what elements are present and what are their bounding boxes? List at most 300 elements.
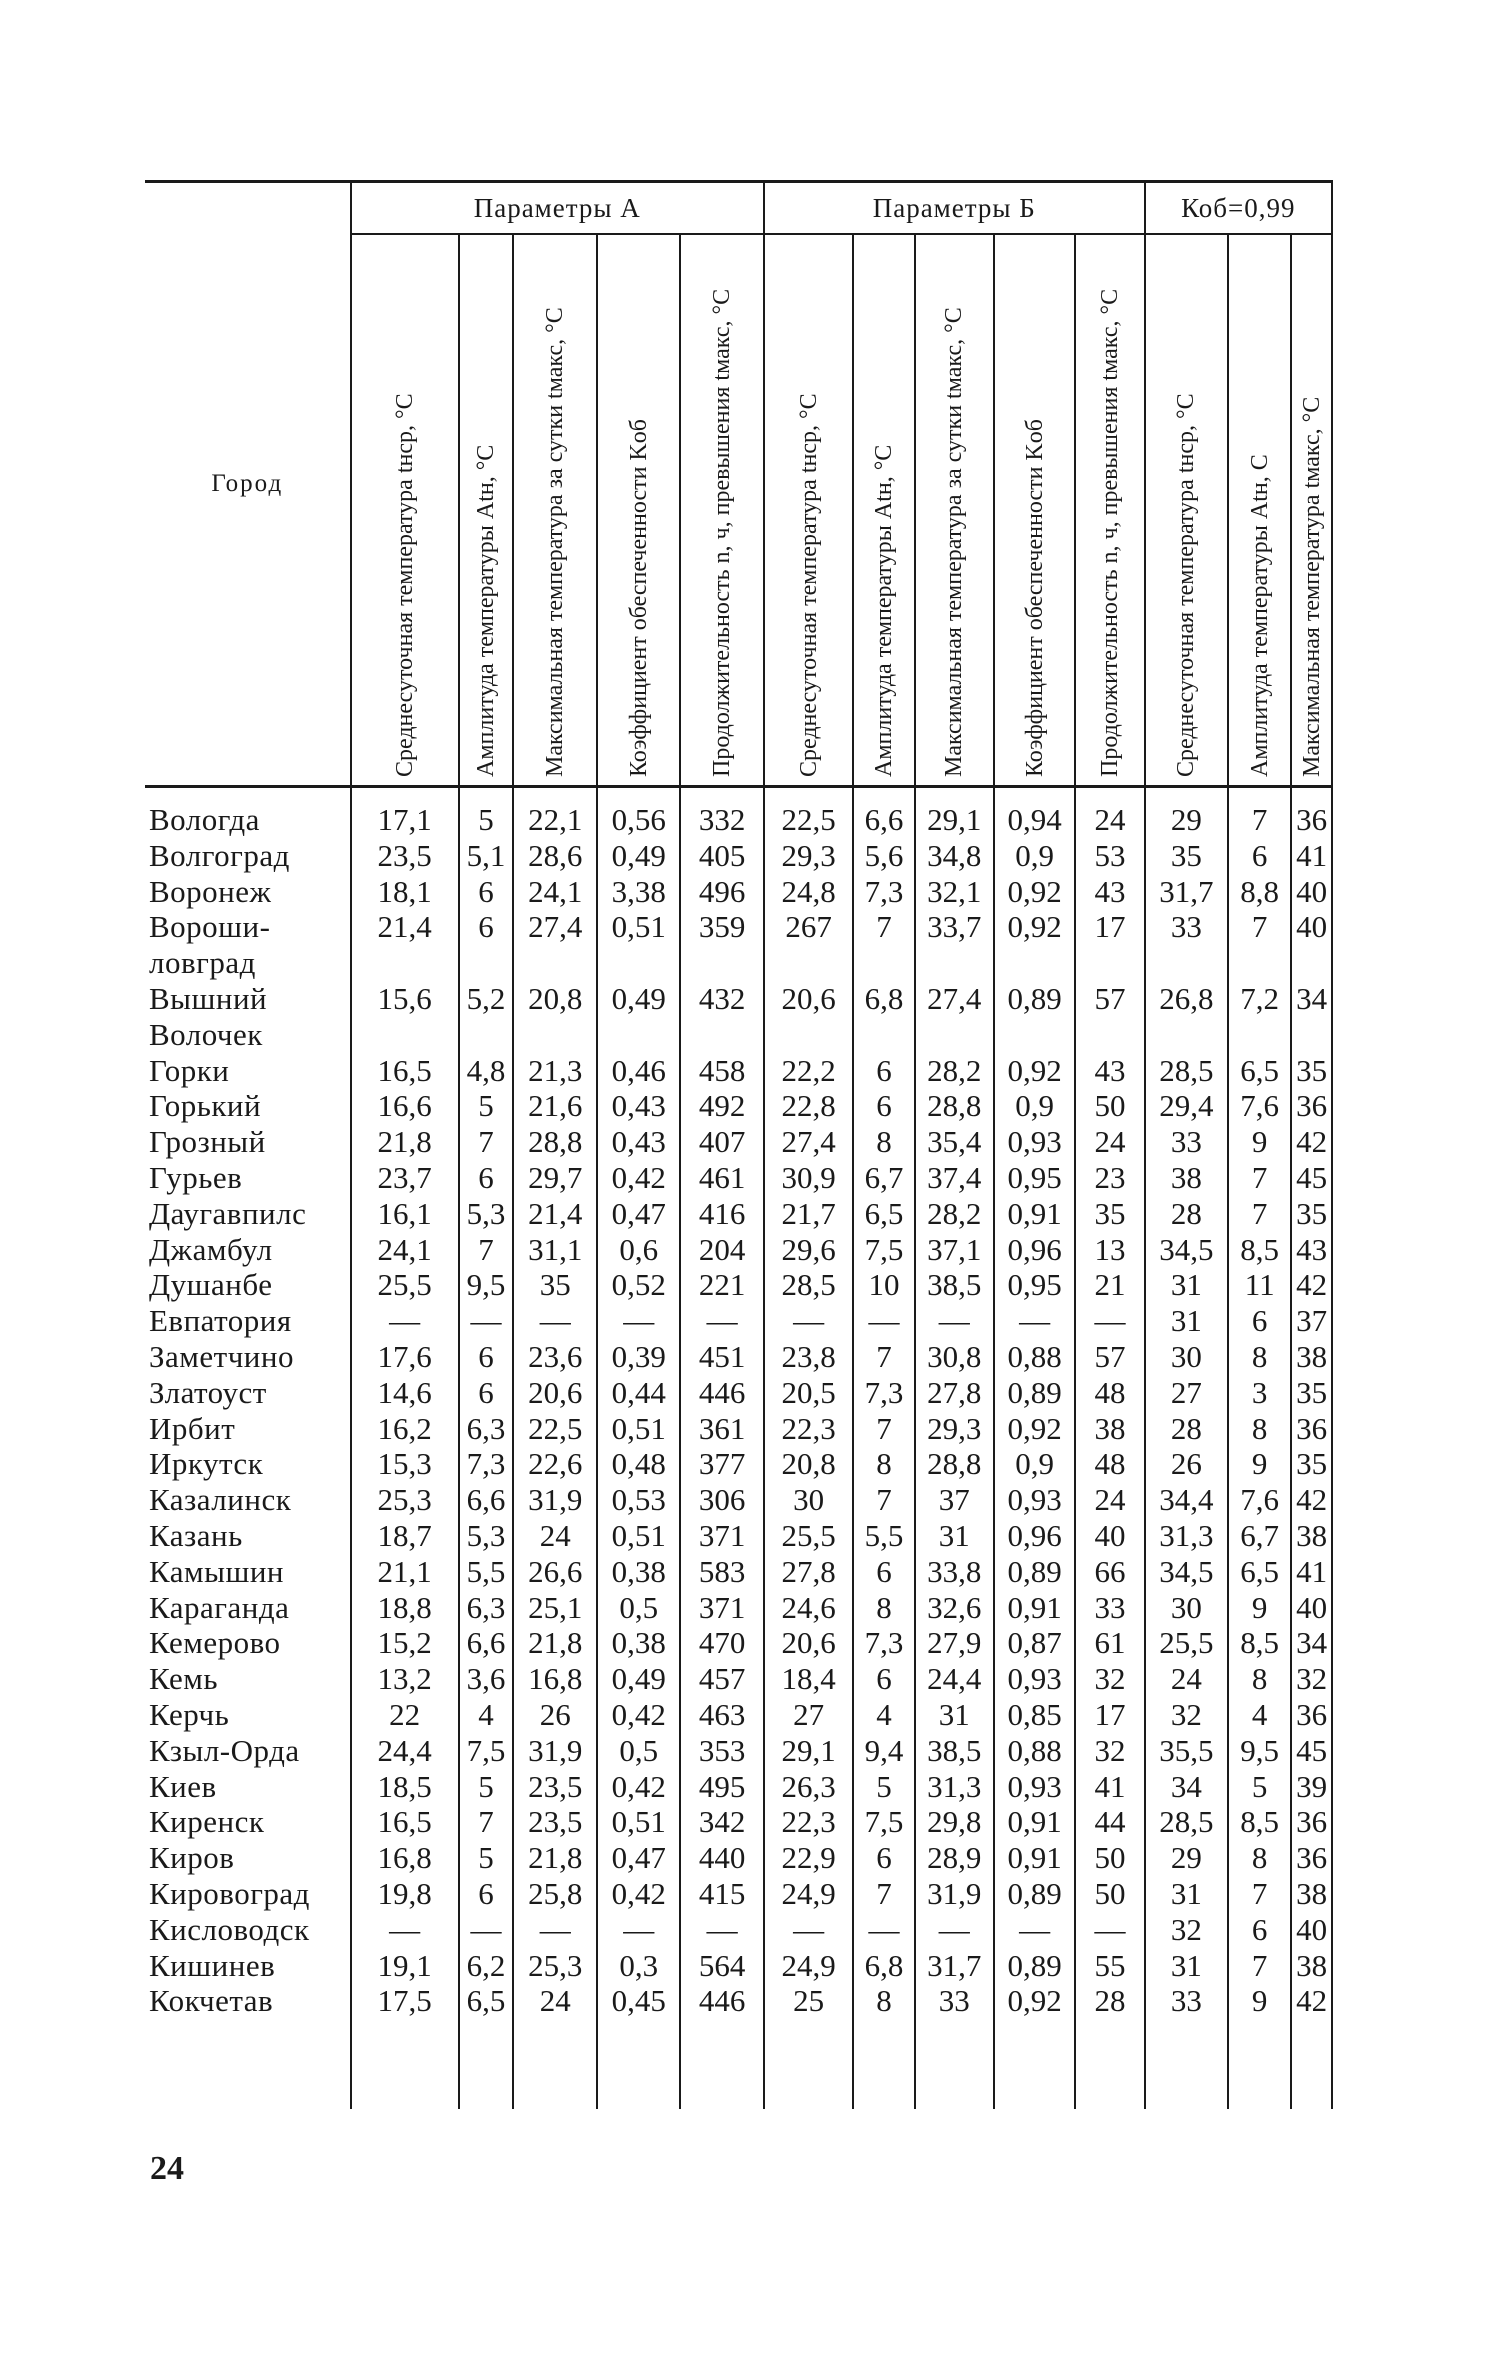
table-row [145, 787, 1332, 838]
value-cell: 361 [680, 1411, 763, 1447]
value-cell: 34 [1291, 1625, 1332, 1661]
value-cell: 16,5 [351, 1053, 459, 1089]
value-cell: 0,85 [994, 1697, 1075, 1733]
value-cell: 5 [459, 1769, 514, 1805]
value-cell: 53 [1075, 838, 1144, 874]
value-cell: 7 [459, 1232, 514, 1268]
value-cell: 6,6 [853, 787, 914, 838]
value-cell: 35 [1291, 1053, 1332, 1089]
value-cell: 36 [1291, 1697, 1332, 1733]
value-cell: — [994, 1912, 1075, 1948]
value-cell: 21,4 [513, 1196, 596, 1232]
value-cell: 17,5 [351, 1983, 459, 2019]
value-cell: 28,5 [764, 1267, 854, 1303]
city-cell: Горки [149, 1052, 230, 1088]
value-cell [597, 945, 680, 981]
value-cell: 359 [680, 909, 763, 945]
value-cell: 0,38 [597, 1625, 680, 1661]
city-cell: Гурьев [149, 1159, 243, 1195]
value-cell: 0,91 [994, 1804, 1075, 1840]
value-cell: 6 [459, 1160, 514, 1196]
value-cell [1075, 1017, 1144, 1053]
value-cell: 45 [1291, 1733, 1332, 1769]
value-cell: 16,6 [351, 1088, 459, 1124]
value-cell: 22,3 [764, 1804, 854, 1840]
value-cell: 9 [1228, 1590, 1291, 1626]
value-cell: 7,3 [853, 1375, 914, 1411]
value-cell: 0,89 [994, 1554, 1075, 1590]
col-b-2 [853, 234, 914, 787]
value-cell: 34,5 [1145, 1554, 1228, 1590]
value-cell: 0,88 [994, 1733, 1075, 1769]
table-row [145, 1804, 1332, 1840]
value-cell: 0,88 [994, 1339, 1075, 1375]
value-cell: 35,4 [915, 1124, 994, 1160]
value-cell: 44 [1075, 1804, 1144, 1840]
col-b-2-label: Амплитуда температуры Atн, °С [871, 444, 897, 777]
value-cell: 0,44 [597, 1375, 680, 1411]
value-cell: 0,93 [994, 1482, 1075, 1518]
value-cell: 28 [1145, 1196, 1228, 1232]
value-cell: 25,5 [1145, 1625, 1228, 1661]
value-cell: 30 [764, 1482, 854, 1518]
value-cell: 7 [1228, 1196, 1291, 1232]
value-cell: 458 [680, 1053, 763, 1089]
value-cell: 27 [764, 1697, 854, 1733]
value-cell: 0,6 [597, 1232, 680, 1268]
col-a-5 [680, 234, 763, 787]
value-cell: 6 [853, 1840, 914, 1876]
value-cell: 8 [1228, 1661, 1291, 1697]
value-cell: 377 [680, 1446, 763, 1482]
col-b-3-label: Максимальная температура за сутки tмакс, °С [941, 307, 968, 777]
value-cell: 50 [1075, 1840, 1144, 1876]
value-cell: 204 [680, 1232, 763, 1268]
value-cell: 17 [1075, 1697, 1144, 1733]
table-row [145, 1518, 1332, 1554]
city-cell: Даугавпилс [149, 1195, 307, 1231]
value-cell: 41 [1291, 1554, 1332, 1590]
value-cell: 7,3 [853, 1625, 914, 1661]
city-cell: Киров [149, 1840, 235, 1876]
value-cell: 43 [1075, 874, 1144, 910]
value-cell: 342 [680, 1804, 763, 1840]
value-cell [513, 1017, 596, 1053]
value-cell [764, 1017, 854, 1053]
value-cell: 23,5 [351, 838, 459, 874]
value-cell: 24,1 [513, 874, 596, 910]
value-cell: 32,1 [915, 874, 994, 910]
value-cell: 8,5 [1228, 1625, 1291, 1661]
city-cell: Златоуст [149, 1374, 267, 1410]
value-cell: 16,1 [351, 1196, 459, 1232]
city-cell: Караганда [149, 1589, 290, 1625]
value-cell: 31,3 [915, 1769, 994, 1805]
value-cell: 463 [680, 1697, 763, 1733]
value-cell: 40 [1291, 874, 1332, 910]
value-cell: 22,1 [513, 787, 596, 838]
value-cell: 37,4 [915, 1160, 994, 1196]
value-cell: 0,42 [597, 1697, 680, 1733]
value-cell: 21,3 [513, 1053, 596, 1089]
value-cell: 28 [1145, 1411, 1228, 1447]
col-a-2-label: Амплитуда температуры Atн, °С [473, 444, 499, 777]
city-cell: Душанбе [149, 1267, 273, 1303]
table-row [145, 1661, 1332, 1697]
value-cell: 28,5 [1145, 1804, 1228, 1840]
col-a-3 [513, 234, 596, 787]
value-cell: 38,5 [915, 1267, 994, 1303]
table-row [145, 1733, 1332, 1769]
city-cell: Камышин [149, 1553, 285, 1589]
value-cell: 0,89 [994, 1375, 1075, 1411]
table-row [145, 1769, 1332, 1805]
value-cell: 26,3 [764, 1769, 854, 1805]
value-cell: 26,8 [1145, 981, 1228, 1017]
value-cell: — [994, 1303, 1075, 1339]
value-cell: 23 [1075, 1160, 1144, 1196]
value-cell: 22,3 [764, 1411, 854, 1447]
value-cell: 5 [459, 1840, 514, 1876]
value-cell: 0,53 [597, 1482, 680, 1518]
value-cell: 29,3 [915, 1411, 994, 1447]
value-cell: 0,52 [597, 1267, 680, 1303]
value-cell: 31,3 [1145, 1518, 1228, 1554]
value-cell [597, 1017, 680, 1053]
value-cell: — [680, 1303, 763, 1339]
value-cell: 0,92 [994, 1983, 1075, 2019]
value-cell: 42 [1291, 1267, 1332, 1303]
value-cell: 332 [680, 787, 763, 838]
value-cell: 0,51 [597, 1804, 680, 1840]
value-cell: 33 [1145, 1983, 1228, 2019]
value-cell: 29,4 [1145, 1088, 1228, 1124]
value-cell: 32 [1075, 1661, 1144, 1697]
value-cell: 27,8 [764, 1554, 854, 1590]
table-row [145, 1876, 1332, 1912]
col-b-4 [994, 234, 1075, 787]
value-cell: 38 [1291, 1948, 1332, 1984]
col-a-1 [351, 234, 459, 787]
value-cell: 66 [1075, 1554, 1144, 1590]
value-cell: 0,51 [597, 1411, 680, 1447]
value-cell: 23,6 [513, 1339, 596, 1375]
value-cell: 29,6 [764, 1232, 854, 1268]
col-b-5 [1075, 234, 1144, 787]
value-cell [764, 945, 854, 981]
value-cell: 0,96 [994, 1232, 1075, 1268]
value-cell: 4 [459, 1697, 514, 1733]
value-cell: 18,7 [351, 1518, 459, 1554]
value-cell: 221 [680, 1267, 763, 1303]
value-cell: 29 [1145, 787, 1228, 838]
value-cell: 35 [513, 1267, 596, 1303]
value-cell: 36 [1291, 1840, 1332, 1876]
value-cell: 29 [1145, 1840, 1228, 1876]
value-cell: 36 [1291, 787, 1332, 838]
value-cell: 24 [1075, 1124, 1144, 1160]
value-cell: — [513, 1912, 596, 1948]
city-cell: Иркутск [149, 1446, 264, 1482]
table-row [145, 1912, 1332, 1948]
value-cell: 27,9 [915, 1625, 994, 1661]
value-cell: 0,49 [597, 1661, 680, 1697]
value-cell: 7,5 [459, 1733, 514, 1769]
col-b-1 [764, 234, 854, 787]
value-cell: 0,47 [597, 1196, 680, 1232]
value-cell: 20,8 [764, 1446, 854, 1482]
value-cell [1291, 945, 1332, 981]
col-a-4 [597, 234, 680, 787]
value-cell: 32 [1291, 1661, 1332, 1697]
col-k-3 [1291, 234, 1332, 787]
value-cell: 21,8 [351, 1124, 459, 1160]
city-cell: Кировоград [149, 1875, 310, 1911]
value-cell: 5,6 [853, 838, 914, 874]
value-cell [915, 1017, 994, 1053]
group-b-header: Параметры Б [764, 182, 1145, 235]
value-cell: 6 [459, 909, 514, 945]
value-cell: 23,5 [513, 1804, 596, 1840]
value-cell: 21 [1075, 1267, 1144, 1303]
col-a-4-label: Коэффициент обеспеченности Kоб [625, 419, 652, 777]
city-cell: Кокчетав [149, 1983, 274, 2019]
value-cell: 6 [1228, 1303, 1291, 1339]
value-cell: 31,9 [513, 1482, 596, 1518]
city-cell: Вышний [149, 980, 268, 1016]
value-cell: 8,5 [1228, 1232, 1291, 1268]
value-cell: 3,38 [597, 874, 680, 910]
value-cell: 28 [1075, 1983, 1144, 2019]
value-cell: 24,9 [764, 1876, 854, 1912]
value-cell [351, 1017, 459, 1053]
value-cell: 37 [915, 1482, 994, 1518]
value-cell: 6 [459, 874, 514, 910]
table-row [145, 1697, 1332, 1733]
value-cell: 6,8 [853, 981, 914, 1017]
value-cell: 0,93 [994, 1124, 1075, 1160]
value-cell: 26 [513, 1697, 596, 1733]
value-cell: 0,87 [994, 1625, 1075, 1661]
city-cell: Вороши- [149, 909, 271, 945]
value-cell: 7 [853, 909, 914, 945]
city-cell: Кисловодск [149, 1911, 310, 1947]
value-cell: 8 [1228, 1411, 1291, 1447]
value-cell: 7,5 [853, 1232, 914, 1268]
value-cell: 61 [1075, 1625, 1144, 1661]
value-cell: 33,7 [915, 909, 994, 945]
value-cell: 7 [1228, 1876, 1291, 1912]
value-cell: 24,9 [764, 1948, 854, 1984]
value-cell [680, 945, 763, 981]
value-cell [1075, 945, 1144, 981]
value-cell: 0,5 [597, 1733, 680, 1769]
value-cell: 6 [1228, 1912, 1291, 1948]
table-row [145, 1017, 1332, 1053]
value-cell [351, 945, 459, 981]
city-cell: Керчь [149, 1696, 230, 1732]
col-a-5-label: Продолжительность n, ч, превышения tмакс, °С [709, 288, 736, 777]
value-cell: 27,4 [513, 909, 596, 945]
value-cell: 23,8 [764, 1339, 854, 1375]
city-cell: Джамбул [149, 1231, 273, 1267]
value-cell: 24,4 [915, 1661, 994, 1697]
value-cell: 0,39 [597, 1339, 680, 1375]
city-cell: Киев [149, 1768, 217, 1804]
value-cell: 7 [853, 1482, 914, 1518]
value-cell [994, 945, 1075, 981]
value-cell: 5,5 [459, 1554, 514, 1590]
value-cell: 0,9 [994, 838, 1075, 874]
table-row [145, 1339, 1332, 1375]
value-cell: 32 [1075, 1733, 1144, 1769]
value-cell: 0,49 [597, 981, 680, 1017]
value-cell: 0,95 [994, 1267, 1075, 1303]
value-cell: 31 [1145, 1948, 1228, 1984]
value-cell: 22,5 [764, 787, 854, 838]
value-cell: 8 [1228, 1840, 1291, 1876]
value-cell: 8 [853, 1983, 914, 2019]
group-a-header: Параметры А [351, 182, 764, 235]
value-cell: 27,4 [915, 981, 994, 1017]
value-cell: 6,3 [459, 1590, 514, 1626]
value-cell: 16,5 [351, 1804, 459, 1840]
value-cell: 38,5 [915, 1733, 994, 1769]
value-cell: 25,5 [351, 1267, 459, 1303]
value-cell: 407 [680, 1124, 763, 1160]
value-cell: 5 [459, 787, 514, 838]
value-cell: 42 [1291, 1482, 1332, 1518]
value-cell: 371 [680, 1590, 763, 1626]
value-cell: 48 [1075, 1446, 1144, 1482]
city-cell: Волгоград [149, 837, 290, 873]
city-cell: Вологда [149, 802, 260, 837]
value-cell: 15,3 [351, 1446, 459, 1482]
value-cell: 405 [680, 838, 763, 874]
value-cell: 15,6 [351, 981, 459, 1017]
table-row [145, 1446, 1332, 1482]
value-cell: 39 [1291, 1769, 1332, 1805]
value-cell: 27,8 [915, 1375, 994, 1411]
value-cell: 40 [1291, 1912, 1332, 1948]
value-cell: 28,8 [915, 1446, 994, 1482]
value-cell: 35 [1291, 1446, 1332, 1482]
value-cell: 18,5 [351, 1769, 459, 1805]
value-cell: 4,8 [459, 1053, 514, 1089]
value-cell: 34,4 [1145, 1482, 1228, 1518]
col-a-1-label: Среднесуточная температура tнср, °С [391, 393, 418, 777]
value-cell: 5,3 [459, 1196, 514, 1232]
value-cell: — [459, 1912, 514, 1948]
value-cell: 13 [1075, 1232, 1144, 1268]
value-cell: 25,3 [351, 1482, 459, 1518]
city-cell: Кемерово [149, 1625, 281, 1661]
value-cell [680, 1017, 763, 1053]
value-cell [853, 945, 914, 981]
value-cell: 7 [1228, 1160, 1291, 1196]
value-cell: 16,2 [351, 1411, 459, 1447]
value-cell: 0,91 [994, 1590, 1075, 1626]
city-cell: ловград [149, 945, 256, 981]
col-b-1-label: Среднесуточная температура tнср, °С [795, 393, 822, 777]
value-cell: 0,51 [597, 1518, 680, 1554]
value-cell: 0,94 [994, 787, 1075, 838]
value-cell: 31 [915, 1697, 994, 1733]
value-cell: 29,7 [513, 1160, 596, 1196]
value-cell: 8 [853, 1124, 914, 1160]
table-row [145, 1554, 1332, 1590]
value-cell: 18,1 [351, 874, 459, 910]
value-cell: 33 [1145, 909, 1228, 945]
value-cell: 6,6 [459, 1625, 514, 1661]
city-cell: Ирбит [149, 1410, 236, 1446]
value-cell: 7 [853, 1876, 914, 1912]
value-cell: 9,4 [853, 1733, 914, 1769]
city-cell: Евпатория [149, 1303, 292, 1339]
table-body [145, 787, 1332, 2110]
value-cell: 0,93 [994, 1769, 1075, 1805]
value-cell: 38 [1075, 1411, 1144, 1447]
value-cell: 6 [459, 1375, 514, 1411]
value-cell: 21,7 [764, 1196, 854, 1232]
value-cell: 0,9 [994, 1088, 1075, 1124]
page-number: 24 [150, 2150, 184, 2187]
value-cell: 6,5 [459, 1983, 514, 2019]
value-cell: 8,8 [1228, 874, 1291, 910]
value-cell: 11 [1228, 1267, 1291, 1303]
value-cell: 7 [853, 1411, 914, 1447]
value-cell: 5,1 [459, 838, 514, 874]
city-cell: Кемь [149, 1661, 219, 1697]
value-cell: 28,2 [915, 1196, 994, 1232]
value-cell: 9 [1228, 1446, 1291, 1482]
value-cell: 24 [513, 1983, 596, 2019]
value-cell: 25,1 [513, 1590, 596, 1626]
value-cell: 34,8 [915, 838, 994, 874]
value-cell: 57 [1075, 981, 1144, 1017]
value-cell: 22,9 [764, 1840, 854, 1876]
table-row [145, 1482, 1332, 1518]
table-row [145, 1160, 1332, 1196]
value-cell: 17 [1075, 909, 1144, 945]
value-cell: 583 [680, 1554, 763, 1590]
value-cell: 451 [680, 1339, 763, 1375]
value-cell: 33 [1075, 1590, 1144, 1626]
value-cell: 5 [459, 1088, 514, 1124]
value-cell: 0,89 [994, 1948, 1075, 1984]
value-cell [853, 1017, 914, 1053]
value-cell: 31,9 [513, 1733, 596, 1769]
value-cell: 31,7 [915, 1948, 994, 1984]
value-cell: 15,2 [351, 1625, 459, 1661]
value-cell: 16,8 [351, 1840, 459, 1876]
value-cell: — [764, 1912, 854, 1948]
value-cell: 0,42 [597, 1769, 680, 1805]
value-cell: 36 [1291, 1411, 1332, 1447]
value-cell: 0,46 [597, 1053, 680, 1089]
value-cell: 24,1 [351, 1232, 459, 1268]
value-cell: 57 [1075, 1339, 1144, 1375]
value-cell: 27,4 [764, 1124, 854, 1160]
value-cell: 6,3 [459, 1411, 514, 1447]
table-row [145, 1411, 1332, 1447]
value-cell: 50 [1075, 1876, 1144, 1912]
value-cell: 457 [680, 1661, 763, 1697]
value-cell: 446 [680, 1983, 763, 2019]
value-cell: — [764, 1303, 854, 1339]
value-cell: 0,43 [597, 1124, 680, 1160]
value-cell: 6,5 [853, 1196, 914, 1232]
